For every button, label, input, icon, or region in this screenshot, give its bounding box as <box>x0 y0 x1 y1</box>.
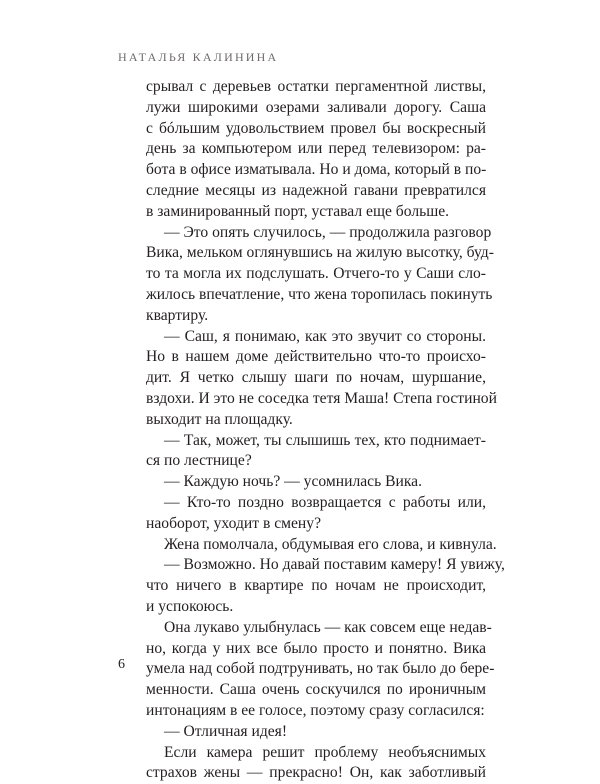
text-line: что ничего в квартире по ночам не происходит, <box>146 577 486 595</box>
text-line: квартиру. <box>146 306 209 324</box>
text-line: менности. Саша очень соскучился по ироничным <box>146 681 486 699</box>
text-line: наоборот, уходит в смену? <box>146 514 321 532</box>
text-line: Вика, мельком оглянувшись на жилую высотку, буд- <box>146 244 494 262</box>
text-line: но, когда у них все было просто и понятно. Вика <box>146 639 486 657</box>
page-number: 6 <box>118 657 125 672</box>
text-line: Жена помолчала, обдумывая его слова, и кивнула. <box>164 535 497 553</box>
text-line: ся по лестнице? <box>146 452 252 470</box>
text-line: — Возможно. Но давай поставим камеру! Я увижу, <box>164 556 505 574</box>
text-line: то та могла их подслушать. Отчего-то у Саши сло- <box>146 265 486 283</box>
text-line: следние месяцы из надежной гавани превратился <box>146 181 486 199</box>
text-line: жилось впечатление, что жена торопилась покинуть <box>146 285 493 303</box>
text-line: выходит на площадку. <box>146 410 293 428</box>
text-line: — Так, может, ты слышишь тех, кто поднимает- <box>164 431 486 449</box>
text-line: — Каждую ночь? — усомнилась Вика. <box>164 473 422 491</box>
text-line: Но в нашем доме действительно что-то происхо- <box>146 348 486 366</box>
text-line: Если камера решит проблему необъяснимых <box>164 743 486 761</box>
text-line: — Отличная идея! <box>164 722 288 740</box>
text-line: лужи широкими озерами заливали дорогу. Саша <box>146 98 486 116</box>
body-text <box>146 77 505 784</box>
text-line: срывал с деревьев остатки пергаментной листвы, <box>146 78 486 95</box>
text-line: — Это опять случилось, — продолжила разговор <box>164 223 492 241</box>
text-line: страхов жены — прекрасно! Он, как заботливый <box>146 764 486 782</box>
text-line: и успокоюсь. <box>146 597 234 615</box>
text-line: бота в офисе изматывала. Но и дома, который в по- <box>146 161 487 179</box>
text-line: Она лукаво улыбнулась — как совсем еще недав- <box>164 618 492 636</box>
text-line: день за компьютером или перед телевизором: ра- <box>146 140 486 158</box>
text-line: интонациям в ее голосе, поэтому сразу согласился: <box>146 701 485 719</box>
text-line: — Саш, я понимаю, как это звучит со стороны. <box>164 327 486 345</box>
text-line: вздохи. И это не соседка тетя Маша! Степа гостиной <box>146 389 497 407</box>
text-line: в заминированный порт, уставал еще больше. <box>146 202 450 220</box>
running-title: НАТАЛЬЯ КАЛИНИНА <box>118 50 279 64</box>
text-line: умела над собой подтрунивать, но так было до бере- <box>146 660 495 678</box>
text-line: с бóльшим удовольствием провел бы воскресный <box>146 119 486 137</box>
text-line: — Кто-то поздно возвращается с работы или, <box>164 493 486 511</box>
text-line: дит. Я четко слышу шаги по ночам, шуршание, <box>146 369 486 387</box>
